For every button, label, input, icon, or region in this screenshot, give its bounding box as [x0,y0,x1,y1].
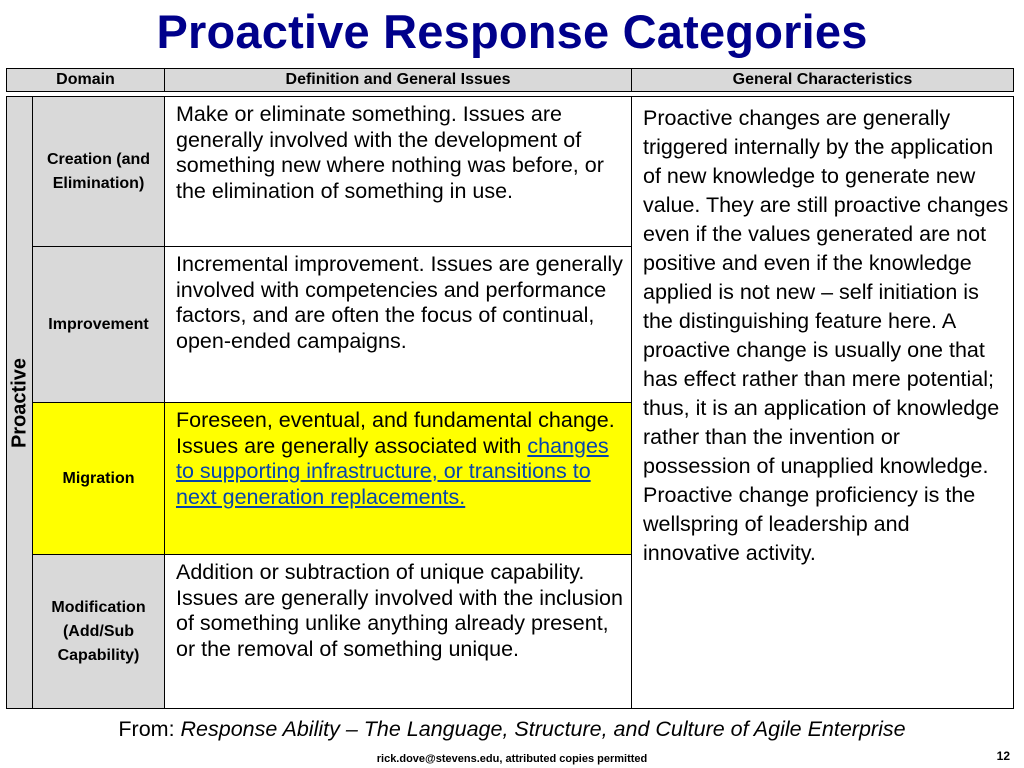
general-characteristics: Proactive changes are generally triggered internally by the application of new knowledge to generate new value. They are still proactive changes even if the values generated are not positive and even if the knowledge applied is not new – self initiation is the distinguishing feature here. A proactive change is usually one that has effect rather than mere potential; thus, it is an application of knowledge rather than the invention or possession of unapplied knowledge. Proactive change proficiency is the wellspring of leadership and innovative activity. [631,96,1014,709]
header-characteristics: General Characteristics [631,68,1014,92]
page-number: 12 [996,749,1010,763]
response-categories-table [6,68,1014,709]
group-label-cell [6,96,33,709]
slide-title: Proactive Response Categories [156,5,868,58]
domain-migration: Migration [32,402,165,555]
infrastructure-link[interactable]: changes to supporting infrastructure, or transitions to next generation replacements. [176,433,609,509]
header-domain: Domain [6,68,165,92]
definition-migration-text: Foreseen, eventual, and fundamental change. Issues are generally associated with [176,408,615,458]
definition-creation: Make or eliminate something. Issues are generally involved with the development of something new where nothing was before, or the elimination of something in use. [164,96,632,247]
header-definition: Definition and General Issues [164,68,632,92]
citation-prefix: From: [118,717,181,741]
domain-improvement: Improvement [32,246,165,403]
citation [0,715,1024,743]
definition-modification: Addition or subtraction of unique capability. Issues are generally involved with the inclusion of something unlike anything already present, or the removal of something unique. [164,554,632,709]
domain-creation: Creation (and Elimination) [32,96,165,247]
definition-improvement: Incremental improvement. Issues are generally involved with competencies and performance factors, and are often the focus of continual, open-ended campaigns. [164,246,632,403]
domain-modification: Modification (Add/Sub Capability) [32,554,165,709]
footer-credit: rick.dove@stevens.edu, attributed copies permitted [376,753,648,765]
citation-source: Response Ability – The Language, Structure, and Culture of Agile Enterprise [180,717,906,741]
group-label-proactive: Proactive [8,357,30,448]
definition-migration [164,402,632,555]
